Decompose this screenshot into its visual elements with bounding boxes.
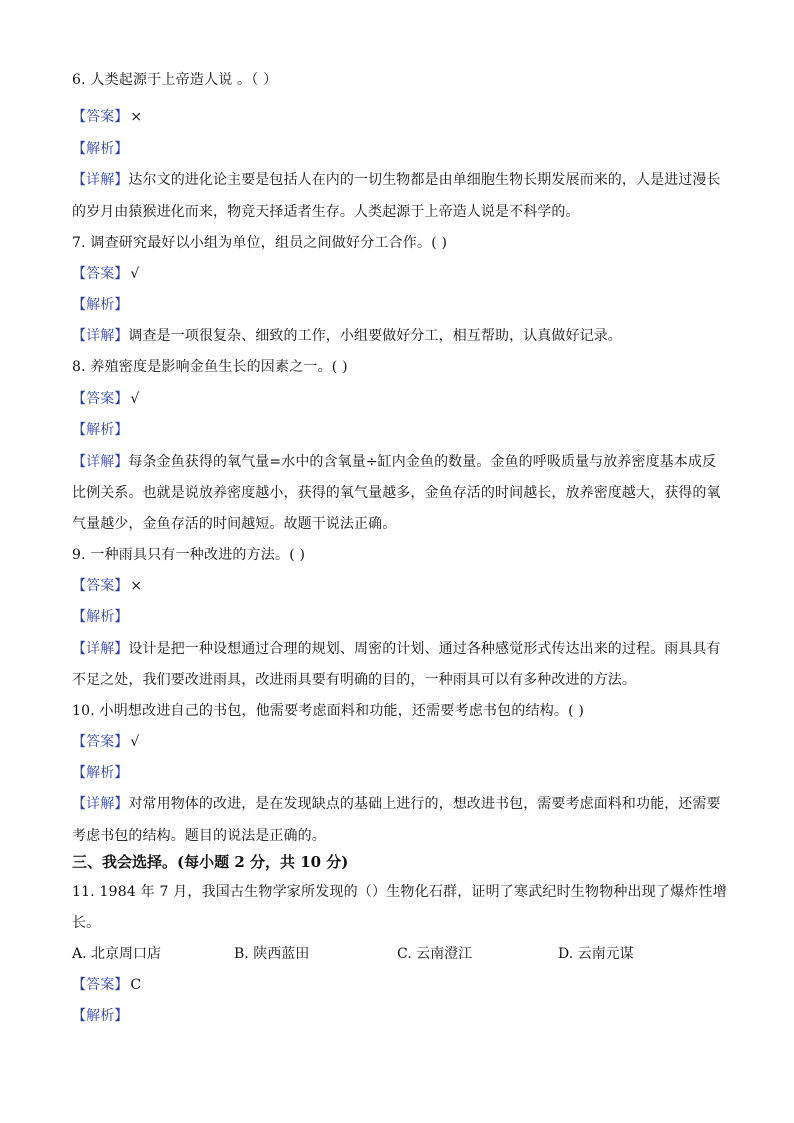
detail-tag: 【详解】: [72, 454, 129, 470]
answer-tag: 【答案】: [72, 266, 129, 282]
answer-row-7: [72, 264, 139, 284]
detail-text: 每条金鱼获得的氧气量=水中的含氧量÷缸内金鱼的数量。金鱼的呼吸质量与放养密度基本成反: [128, 454, 717, 470]
answer-tag: 【答案】: [72, 578, 129, 594]
detail-row-8-3: 气量越少，金鱼存活的时间越短。故题干说法正确。: [72, 516, 397, 532]
detail-row-8-2: 比例关系。也就是说放养密度越小，获得的氧气量越多，金鱼存活的时间越长，放养密度越大，获得的氧: [72, 485, 721, 501]
analysis-tag: 【解析】: [72, 141, 129, 157]
analysis-tag-8: [72, 420, 128, 440]
question-10: 10. 小明想改进自己的书包，他需要考虑面料和功能，还需要考虑书包的结构。( ): [72, 703, 585, 719]
question-11-line-1: 11. 1984 年 7 月，我国古生物学家所发现的（）生物化石群，证明了寒武纪时生物物种出现了爆炸性增: [72, 884, 727, 900]
detail-text: 对常用物体的改进，是在发现缺点的基础上进行的，想改进书包，需要考虑面料和功能，还需要: [128, 796, 721, 812]
answer-tag: 【答案】: [72, 391, 129, 407]
detail-tag: 【详解】: [72, 172, 129, 188]
answer-row-10: [72, 732, 139, 752]
answer-row-9: [72, 576, 142, 596]
detail-tag: 【详解】: [72, 328, 129, 344]
option-b: B. 陕西蓝田: [234, 946, 310, 962]
detail-row-8-1: [72, 452, 716, 472]
analysis-tag-11: [72, 1006, 128, 1026]
option-c: C. 云南澄江: [397, 946, 473, 962]
detail-text: 调查是一项很复杂、细致的工作，小组要做好分工，相互帮助，认真做好记录。: [128, 328, 622, 344]
detail-text: 设计是把一种设想通过合理的规划、周密的计划、通过各种感觉形式传达出来的过程。雨具具有: [128, 641, 721, 657]
analysis-tag-7: [72, 295, 128, 315]
question-9: 9. 一种雨具只有一种改进的方法。( ): [72, 547, 306, 563]
answer-row-8: [72, 389, 139, 409]
answer-tag: 【答案】: [72, 109, 129, 125]
answer-row-6: [72, 107, 142, 127]
answer-tag: 【答案】: [72, 734, 129, 750]
question-6: 6. 人类起源于上帝造人说 。（ ）: [72, 72, 278, 88]
answer-value-8: √: [130, 391, 140, 407]
detail-row-6-1: [72, 170, 721, 190]
option-d: D. 云南元谋: [558, 946, 634, 962]
detail-row-10-2: 考虑书包的结构。题目的说法是正确的。: [72, 828, 326, 844]
answer-value-9: ×: [130, 578, 143, 594]
analysis-tag-9: [72, 607, 128, 627]
detail-tag: 【详解】: [72, 641, 129, 657]
option-a: A. 北京周口店: [72, 946, 162, 962]
question-11-line-2: 长。: [72, 915, 101, 931]
answer-value-10: √: [130, 734, 140, 750]
answer-value-7: √: [130, 266, 140, 282]
analysis-tag: 【解析】: [72, 1008, 129, 1024]
answer-value-11: C: [130, 977, 142, 993]
detail-row-7-1: [72, 326, 622, 346]
detail-text: 达尔文的进化论主要是包括人在内的一切生物都是由单细胞生物长期发展而来的，人是进过漫长: [128, 172, 721, 188]
analysis-tag: 【解析】: [72, 609, 129, 625]
analysis-tag: 【解析】: [72, 765, 129, 781]
answer-tag: 【答案】: [72, 977, 129, 993]
answer-value-6: ×: [130, 109, 143, 125]
answer-row-11: [72, 975, 141, 995]
analysis-tag-10: [72, 763, 128, 783]
analysis-tag: 【解析】: [72, 422, 129, 438]
analysis-tag-6: [72, 139, 128, 159]
detail-row-9-2: 不足之处，我们要改进雨具，改进雨具要有明确的目的，一种雨具可以有多种改进的方法。: [72, 672, 636, 688]
detail-row-9-1: [72, 639, 721, 659]
detail-row-6-2: 的岁月由猿猴进化而来，物竞天择适者生存。人类起源于上帝造人说是不科学的。: [72, 204, 580, 220]
detail-row-10-1: [72, 794, 721, 814]
analysis-tag: 【解析】: [72, 297, 129, 313]
section-heading: 三、我会选择。(每小题 2 分，共 10 分): [72, 853, 349, 871]
question-7: 7. 调查研究最好以小组为单位，组员之间做好分工合作。( ): [72, 235, 448, 251]
detail-tag: 【详解】: [72, 796, 129, 812]
question-8: 8. 养殖密度是影响金鱼生长的因素之一。( ): [72, 359, 348, 375]
